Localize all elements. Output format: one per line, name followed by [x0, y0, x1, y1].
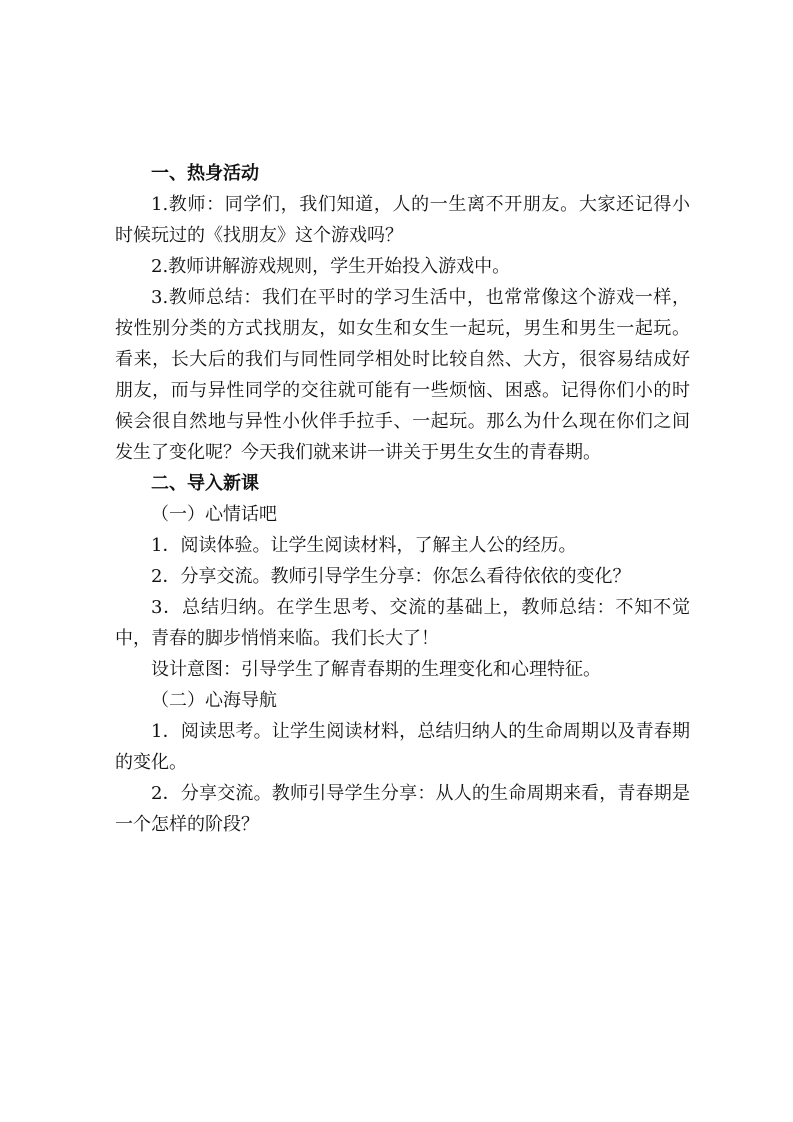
paragraph: 1.教师：同学们，我们知道，人的一生离不开朋友。大家还记得小时候玩过的《找朋友》这个游戏吗？ — [115, 194, 690, 246]
document-body — [115, 158, 690, 840]
paragraph: 2．分享交流。教师引导学生分享：从人的生命周期来看，青春期是一个怎样的阶段？ — [115, 783, 690, 835]
design-intent: 设计意图：引导学生了解青春期的生理变化和心理特征。 — [151, 659, 601, 680]
paragraph: 1．阅读体验。让学生阅读材料，了解主人公的经历。 — [151, 535, 577, 556]
section-heading-new-lesson: 二、导入新课 — [151, 473, 259, 494]
section-heading-warmup: 一、热身活动 — [151, 163, 259, 184]
paragraph: 2．分享交流。教师引导学生分享：你怎么看待依依的变化？ — [151, 566, 631, 587]
paragraph: 2.教师讲解游戏规则，学生开始投入游戏中。 — [151, 256, 511, 277]
subsection-title-mind-navigation: （二）心海导航 — [151, 690, 277, 711]
paragraph: 3．总结归纳。在学生思考、交流的基础上，教师总结：不知不觉中，青春的脚步悄悄来临。我们长大了！ — [115, 597, 690, 649]
paragraph: 1．阅读思考。让学生阅读材料，总结归纳人的生命周期以及青春期的变化。 — [115, 721, 690, 773]
subsection-title-mood-talk: （一）心情话吧 — [151, 504, 277, 525]
paragraph: 3.教师总结：我们在平时的学习生活中，也常常像这个游戏一样，按性别分类的方式找朋友，如女生和女生一起玩，男生和男生一起玩。看来，长大后的我们与同性同学相处时比较自然、大方，很容易结成好朋友，而与异性同学的交往就可能有一些烦恼、困惑。记得你们小的时候会很自然地与异性小伙伴手拉手、一起玩。那么为什么现在你们之间发生了变化呢？今天我们就来讲一讲关于男生女生的青春期。 — [115, 287, 690, 463]
